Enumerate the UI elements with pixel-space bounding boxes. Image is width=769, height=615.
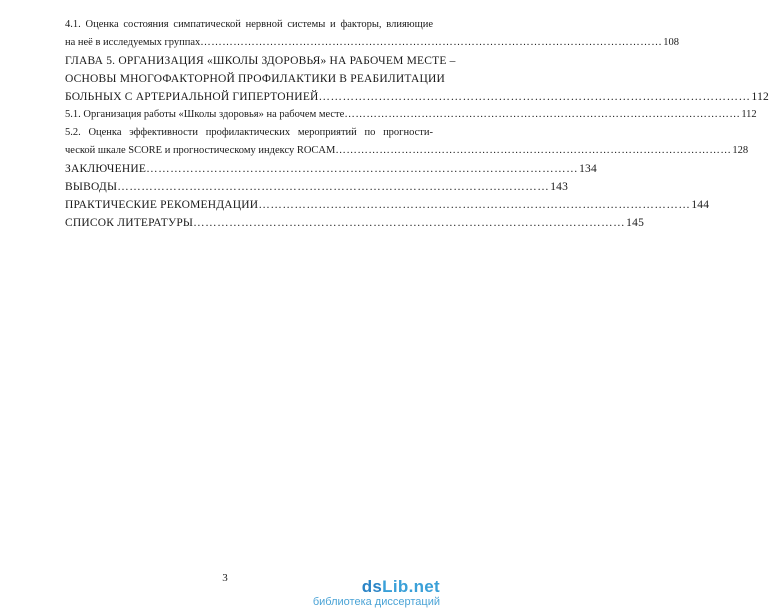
toc-entry-text: ВЫВОДЫ: [65, 181, 118, 193]
toc-references[interactable]: [65, 214, 645, 232]
toc-page-number: 143: [550, 181, 569, 193]
toc-entry-text: ПРАКТИЧЕСКИЕ РЕКОМЕНДАЦИИ: [65, 199, 259, 211]
dot-leader: ………………………………………………………………………………………………………………: [200, 37, 663, 48]
dot-leader: ………………………………………………………………………………………………: [318, 91, 751, 103]
toc-entry-text: ЗАКЛЮЧЕНИЕ: [65, 163, 147, 175]
toc-conclusion[interactable]: [65, 160, 597, 178]
toc-page-number: 134: [579, 163, 597, 175]
toc-page-number: 108: [663, 37, 680, 48]
dot-leader: ………………………………………………………………………………………………: [258, 199, 691, 211]
watermark-logo-ds: ds: [361, 577, 383, 596]
toc-page-number: 145: [626, 217, 645, 229]
toc-entry-text: 5.1. Организация работы «Школы здоровья» на рабочем месте: [65, 109, 345, 120]
toc-chapter-5-line3[interactable]: [65, 88, 769, 106]
toc-recommendations[interactable]: [65, 196, 710, 214]
toc-entry-5-2-line1: 5.2. Оценка эффективности профилактических мероприятий по прогности-: [65, 127, 433, 138]
toc-entry-5-1[interactable]: [65, 106, 757, 124]
watermark-logo: [313, 578, 440, 596]
toc-findings[interactable]: [65, 178, 569, 196]
toc-entry-5-2-line2[interactable]: [65, 142, 749, 160]
toc-entry-text: ческой шкале SCORE и прогностическому индексу ROCAM: [65, 145, 336, 156]
dot-leader: ………………………………………………………………………………………………: [335, 145, 732, 156]
toc-page-number: 112: [751, 91, 769, 103]
dot-leader: ………………………………………………………………………………………………: [193, 217, 626, 229]
dslib-watermark: [313, 578, 440, 609]
toc-entry-4-1-line1: 4.1. Оценка состояния симпатической нервной системы и факторы, влияющие: [65, 19, 433, 30]
toc-chapter-5-line2: ОСНОВЫ МНОГОФАКТОРНОЙ ПРОФИЛАКТИКИ В РЕАБИЛИТАЦИИ: [65, 73, 446, 85]
toc-page-number: 144: [691, 199, 710, 211]
toc-chapter-5-line1: ГЛАВА 5. ОРГАНИЗАЦИЯ «ШКОЛЫ ЗДОРОВЬЯ» НА РАБОЧЕМ МЕСТЕ –: [65, 55, 456, 67]
toc-page-number: 112: [741, 109, 757, 120]
watermark-tagline: библиотека диссертаций: [312, 596, 440, 608]
toc-entry-text: на неё в исследуемых группах: [65, 37, 201, 48]
toc-entry-4-1-line2[interactable]: [65, 34, 680, 52]
page-number: 3: [222, 572, 228, 584]
table-of-contents: [65, 16, 769, 232]
dot-leader: ………………………………………………………………………………………………: [117, 181, 550, 193]
dot-leader: ………………………………………………………………………………………………: [344, 109, 741, 120]
toc-entry-text: СПИСОК ЛИТЕРАТУРЫ: [65, 217, 194, 229]
watermark-logo-lib: Lib.net: [382, 577, 440, 596]
toc-page-number: 128: [732, 145, 749, 156]
dot-leader: ………………………………………………………………………………………………: [146, 163, 579, 175]
toc-entry-text: БОЛЬНЫХ С АРТЕРИАЛЬНОЙ ГИПЕРТОНИЕЙ: [65, 91, 319, 103]
